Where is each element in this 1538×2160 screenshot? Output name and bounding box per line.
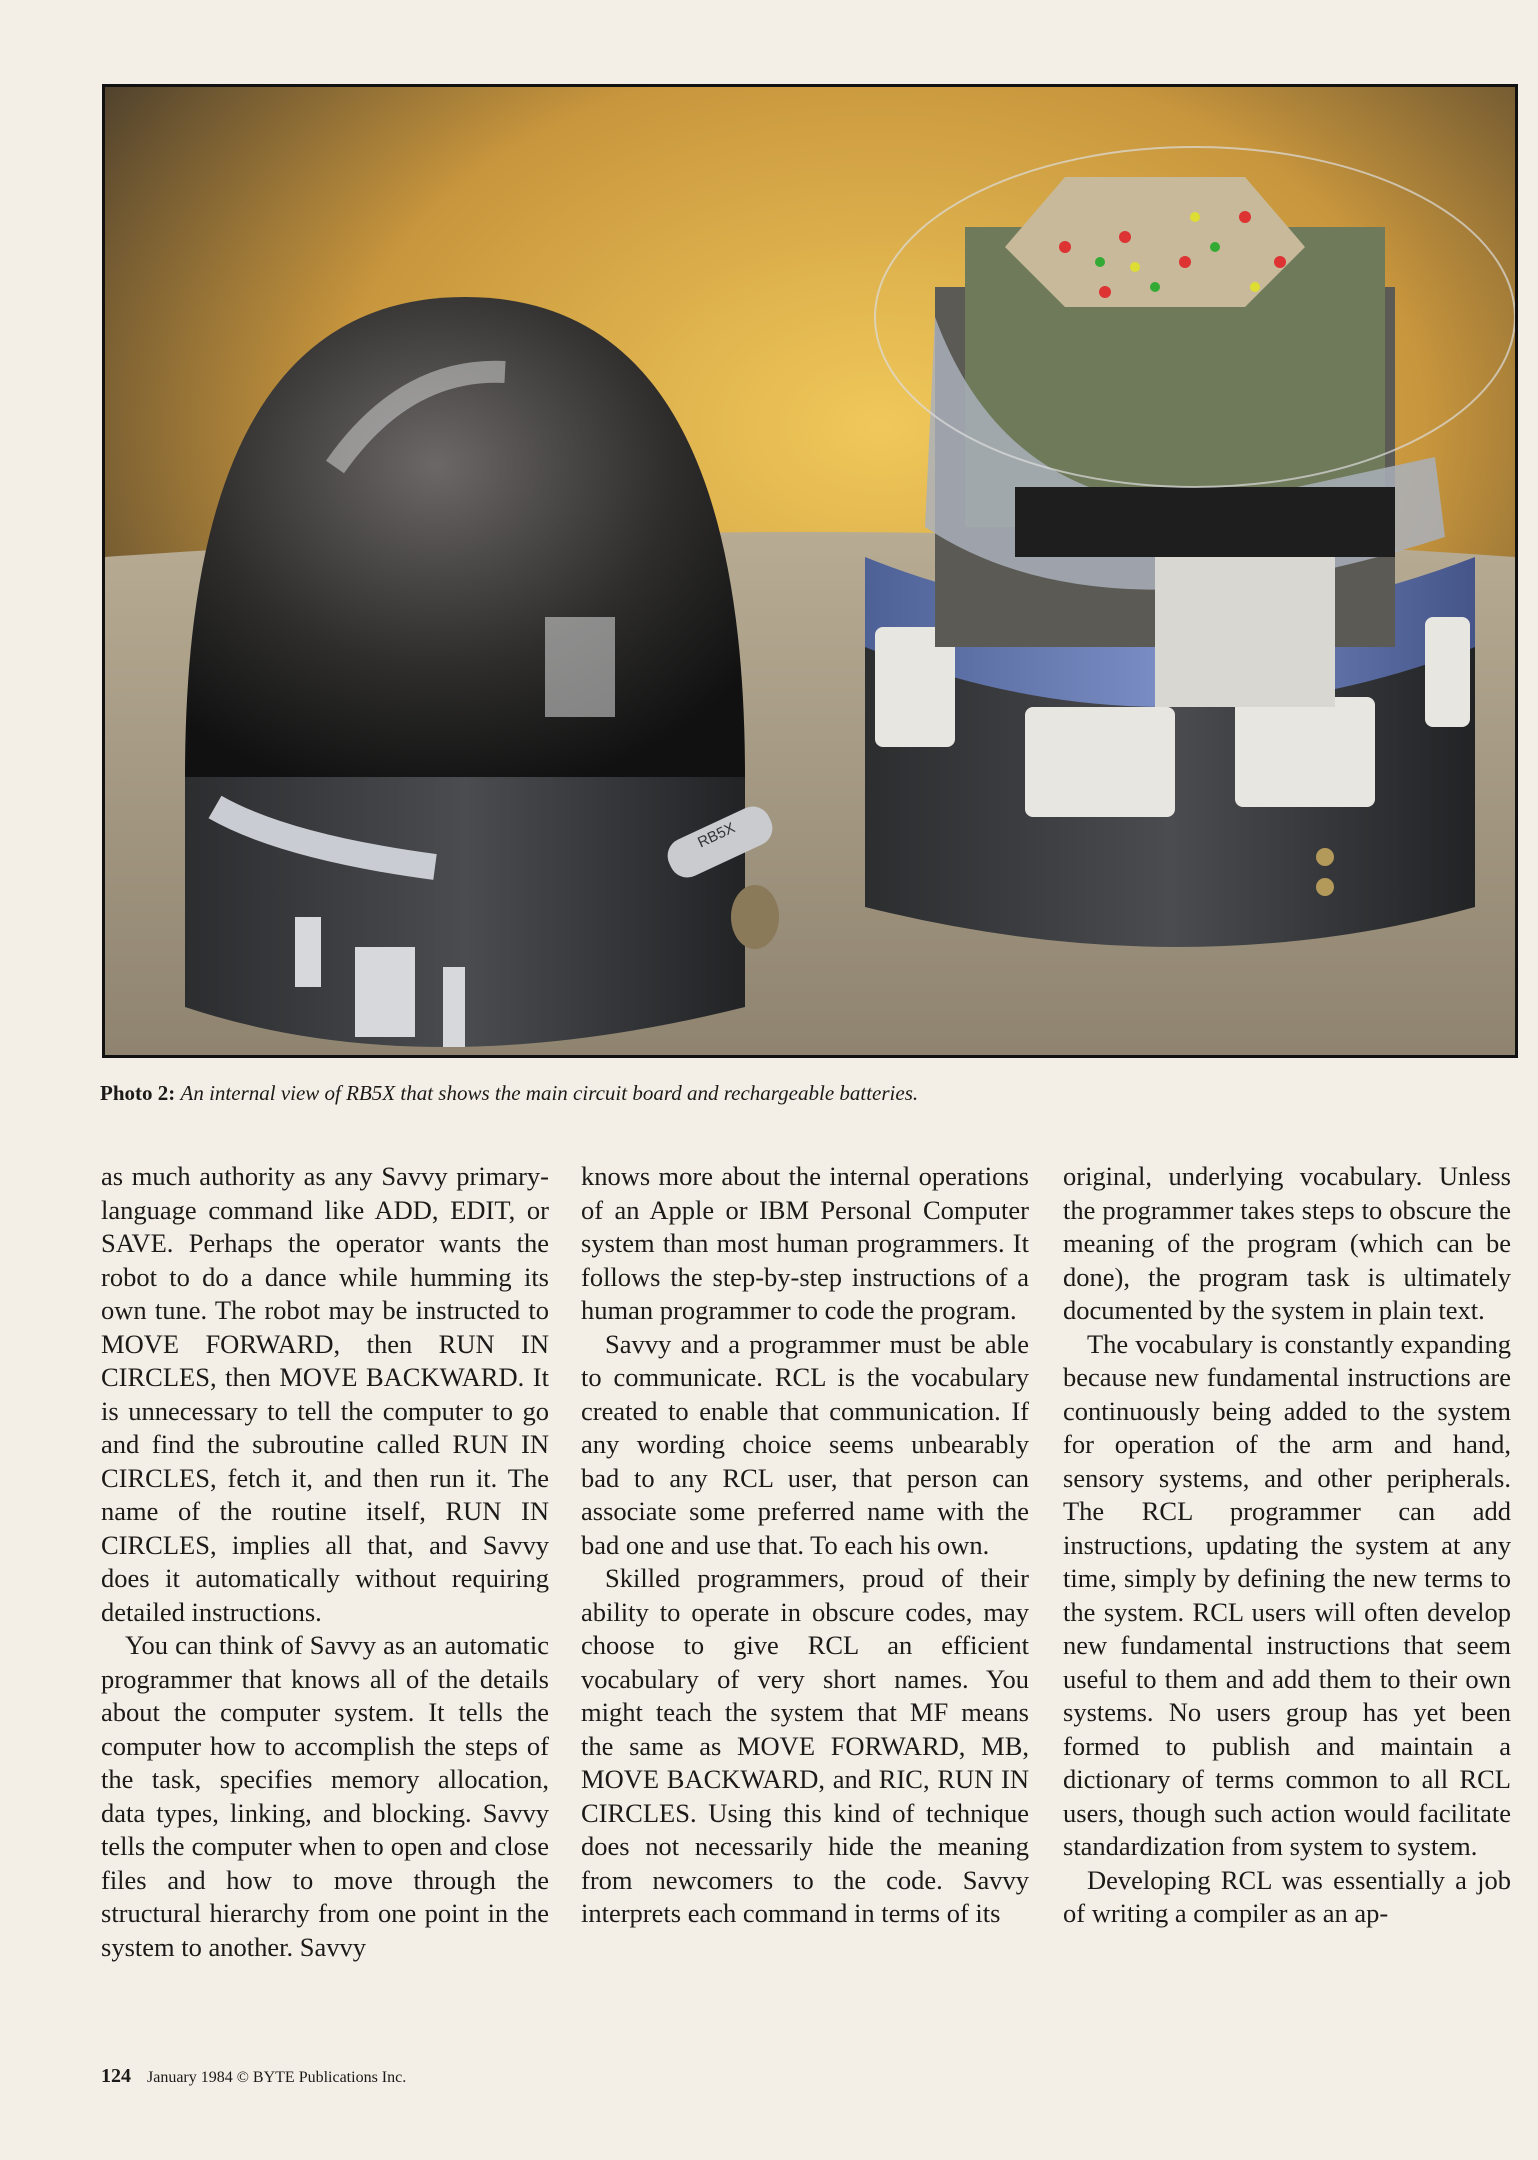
paragraph: knows more about the internal operations of an Apple or IBM Personal Computer system than most human programmers. It follows the step-by-step instructions of a human programmer to code the program. bbox=[581, 1161, 1029, 1325]
paragraph: as much authority as any Savvy primary-language command like ADD, EDIT, or SAVE. Perhaps the operator wants the robot to do a dance while humming its own tune. The robot may be instructed to MOVE FORWARD, then RUN IN CIRCLES, then MOVE BACKWARD. It is unnecessary to tell the computer to go and find the subroutine called RUN IN CIRCLES, fetch it, and then run it. The name of the routine itself, RUN IN CIRCLES, implies all that, and Savvy does it automatically without requiring detailed instructions. bbox=[101, 1161, 549, 1627]
paragraph: The vocabulary is constantly expanding because new fundamental instructions are continuously being added to the system for operation of the arm and hand, sensory systems, and other peripherals. The RCL programmer can add instructions, updating the system at any time, simply by defining the new terms to the system. RCL users will often develop new fundamental instructions that seem useful to them and add them to their own systems. No users group has yet been formed to publish and maintain a dictionary of terms common to all RCL users, though such action would facilitate standardization from system to system. bbox=[1063, 1328, 1511, 1861]
paragraph: Developing RCL was essentially a job of writing a compiler as an ap- bbox=[1063, 1864, 1511, 1928]
paragraph: You can think of Savvy as an automatic programmer that knows all of the details about the computer system. It tells the computer how to accomplish the steps of the task, specifies memory allocation, data types, linking, and blocking. Savvy tells the computer when to open and close files and how to move through the structural hierarchy from one point in the system to another. Savvy bbox=[101, 1630, 549, 1962]
text-column-2 bbox=[581, 1160, 1029, 1931]
text-column-1 bbox=[101, 1160, 549, 1964]
robot-illustration bbox=[105, 87, 1515, 1055]
page-number: 124 bbox=[101, 2065, 131, 2087]
paragraph: Skilled programmers, proud of their ability to operate in obscure codes, may choose to give RCL an efficient vocabulary of very short names. You might teach the system that MF means the same as MOVE FORWARD, MB, MOVE BACKWARD, and RIC, RUN IN CIRCLES. Using this kind of technique does not necessarily hide the meaning from newcomers to the code. Savvy interprets each command in terms of its bbox=[581, 1563, 1029, 1928]
caption-lead: Photo 2: bbox=[100, 1081, 176, 1105]
photo-caption bbox=[100, 1078, 1400, 1108]
paragraph: original, underlying vocabulary. Unless the programmer takes steps to obscure the meaning of the program (which can be done), the program task is ultimately documented by the system in plain text. bbox=[1063, 1161, 1511, 1325]
caption-text: An internal view of RB5X that shows the main circuit board and rechargeable batteries. bbox=[180, 1081, 919, 1105]
robot-badge-label: RB5X bbox=[695, 819, 738, 852]
robot-photo bbox=[102, 84, 1518, 1058]
page-footer bbox=[101, 2065, 406, 2089]
text-column-3 bbox=[1063, 1160, 1511, 1931]
footer-text: January 1984 © BYTE Publications Inc. bbox=[147, 2069, 407, 2086]
paragraph: Savvy and a programmer must be able to communicate. RCL is the vocabulary created to enable that communication. If any wording choice seems unbearably bad to any RCL user, that person can associate some preferred name with the bad one and use that. To each his own. bbox=[581, 1328, 1029, 1560]
